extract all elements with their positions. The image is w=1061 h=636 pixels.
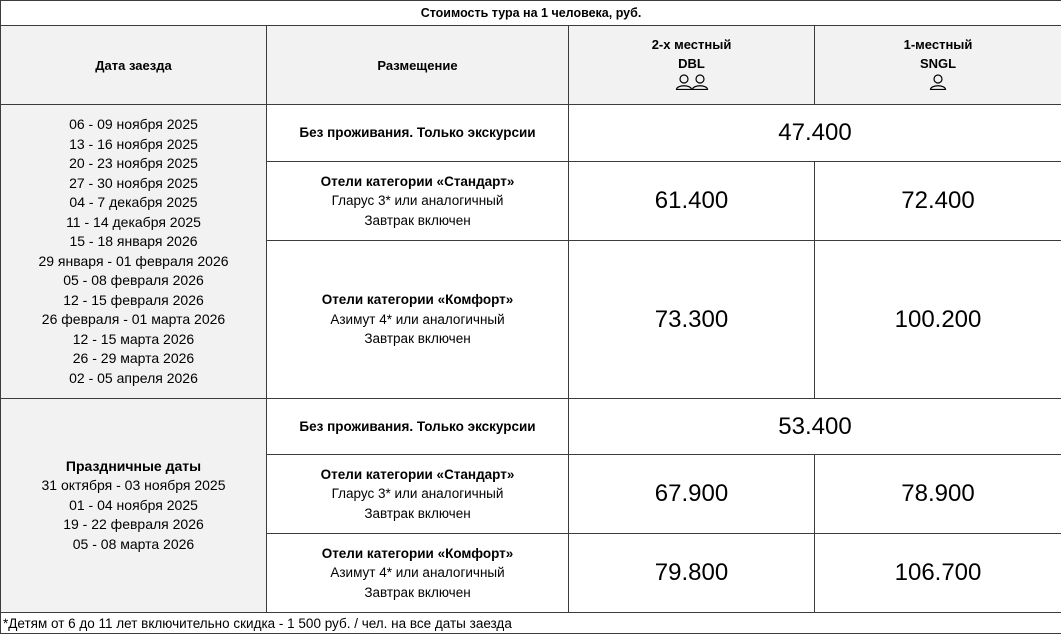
date-item: 02 - 05 апреля 2026 — [69, 369, 198, 386]
accommodation-category: Отели категории «Стандарт» — [320, 173, 515, 189]
date-item: 05 - 08 марта 2026 — [72, 535, 195, 552]
date-item: 12 - 15 марта 2026 — [72, 330, 195, 347]
date-item: 20 - 23 ноября 2025 — [69, 155, 198, 171]
date-item: 19 - 22 февраля 2026 — [63, 516, 204, 533]
date-item: 01 - 04 ноября 2025 — [69, 496, 198, 513]
header-date: Дата заезда — [1, 26, 267, 105]
date-item: 31 октября - 03 ноября 2025 — [41, 477, 226, 494]
date-item: 11 - 14 декабря 2025 — [66, 213, 201, 230]
date-item: 27 - 30 ноября 2025 — [69, 174, 198, 191]
date-item: 26 - 29 марта 2026 — [72, 350, 195, 366]
price-sngl: 100.200 — [815, 241, 1061, 399]
accommodation-no-stay — [267, 105, 569, 162]
price-dbl: 79.800 — [569, 534, 815, 613]
accommodation-meal: Завтрак включен — [364, 584, 471, 600]
accommodation-category: Отели категории «Стандарт» — [320, 466, 515, 482]
price-dbl: 67.900 — [569, 455, 815, 534]
date-item: 12 - 15 февраля 2026 — [63, 291, 204, 308]
date-item: 04 - 7 декабря 2025 — [69, 194, 198, 210]
accommodation-meal: Завтрак включен — [364, 331, 471, 347]
date-item: 29 января - 01 февраля 2026 — [38, 252, 229, 269]
header-sngl-label: 1-местный — [903, 37, 973, 53]
price-dbl: 61.400 — [569, 162, 815, 241]
header-dbl-code: DBL — [678, 56, 705, 72]
date-item: 15 - 18 января 2026 — [69, 233, 198, 249]
price-sngl: 106.700 — [815, 534, 1061, 613]
header-sngl — [815, 26, 1061, 105]
accommodation-comfort — [267, 534, 569, 613]
accommodation-category: Отели категории «Комфорт» — [321, 545, 514, 561]
two-persons-icon — [675, 74, 709, 95]
accommodation-no-stay — [267, 399, 569, 455]
date-item: 13 - 16 ноября 2025 — [69, 135, 198, 152]
price-combined: 47.400 — [569, 105, 1061, 162]
dates-cell-holiday — [1, 399, 267, 613]
accommodation-hotel: Гларус 3* или аналогичный — [331, 486, 504, 502]
accommodation-hotel: Гларус 3* или аналогичный — [331, 193, 504, 209]
accommodation-meal: Завтрак включен — [364, 505, 471, 521]
person-icon — [929, 74, 947, 95]
accommodation-comfort — [267, 241, 569, 399]
header-accommodation: Размещение — [267, 26, 569, 105]
footnote: *Детям от 6 до 11 лет включительно скидка - 1 500 руб. / чел. на все даты заезда — [1, 613, 1061, 634]
price-sngl: 72.400 — [815, 162, 1061, 241]
price-dbl: 73.300 — [569, 241, 815, 399]
accommodation-standard — [267, 162, 569, 241]
accommodation-category: Без проживания. Только экскурсии — [299, 418, 536, 434]
header-dbl-label: 2-х местный — [651, 37, 732, 53]
date-item: 05 - 08 февраля 2026 — [63, 272, 204, 288]
price-sngl: 78.900 — [815, 455, 1061, 534]
accommodation-hotel: Азимут 4* или аналогичный — [330, 311, 505, 327]
accommodation-category: Отели категории «Комфорт» — [321, 292, 514, 308]
accommodation-meal: Завтрак включен — [364, 212, 471, 228]
accommodation-category: Без проживания. Только экскурсии — [299, 125, 536, 141]
date-item: 26 февраля - 01 марта 2026 — [41, 311, 226, 327]
price-combined: 53.400 — [569, 399, 1061, 455]
date-item: 06 - 09 ноября 2025 — [69, 116, 198, 132]
header-sngl-code: SNGL — [919, 56, 957, 72]
dates-cell-regular — [1, 105, 267, 399]
accommodation-standard — [267, 455, 569, 534]
accommodation-hotel: Азимут 4* или аналогичный — [330, 565, 505, 581]
table-title: Стоимость тура на 1 человека, руб. — [1, 1, 1061, 26]
header-dbl — [569, 26, 815, 105]
holiday-heading: Праздничные даты — [65, 457, 202, 474]
